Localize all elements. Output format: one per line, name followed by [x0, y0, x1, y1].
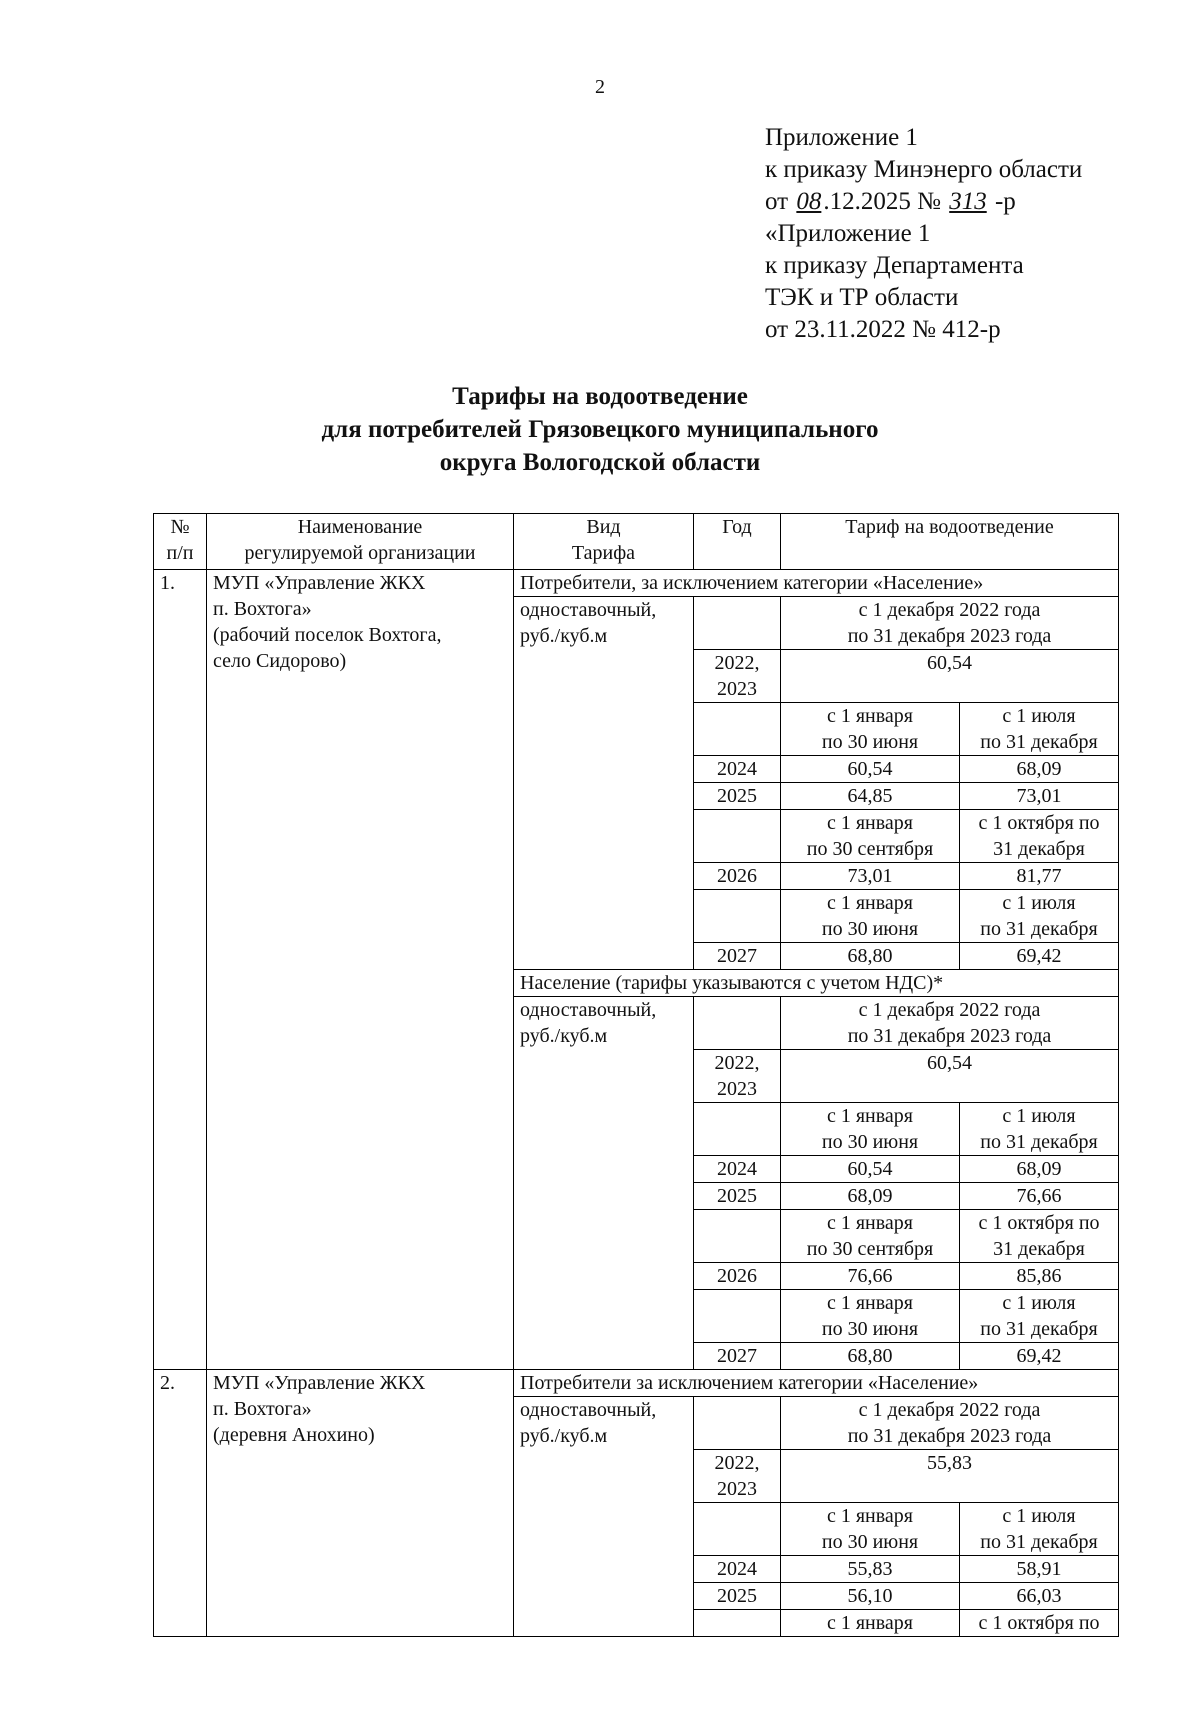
appendix-line: ТЭК и ТР области	[765, 284, 959, 311]
year-cell	[694, 1290, 781, 1343]
category-row	[154, 1370, 1119, 1397]
tariff-second-period-cell: 69,42	[960, 943, 1119, 970]
tariff-second-period-cell: с 1 июля по 31 декабря	[960, 1503, 1119, 1556]
tariff-value-cell: 60,54	[781, 1050, 1119, 1103]
tariff-second-period-cell: с 1 октября по 31 декабря	[960, 810, 1119, 863]
header-year: Год	[694, 514, 781, 570]
tariff-value-cell: 60,54	[781, 650, 1119, 703]
tariff-type: одноставочный, руб./куб.м	[514, 997, 694, 1370]
tariff-first-period-cell: с 1 января по 30 июня	[781, 1103, 960, 1156]
tariff-second-period-cell: с 1 июля по 31 декабря	[960, 1290, 1119, 1343]
appendix-line: Приложение 1	[765, 124, 918, 151]
appendix-line: «Приложение 1	[765, 220, 931, 247]
tariff-first-period-cell: 73,01	[781, 863, 960, 890]
year-cell: 2024	[694, 1156, 781, 1183]
tariff-value-cell: с 1 декабря 2022 года по 31 декабря 2023 года	[781, 1397, 1119, 1450]
tariff-first-period-cell: с 1 января по 30 сентября	[781, 1210, 960, 1263]
page-number: 2	[595, 76, 605, 98]
document-title	[150, 380, 1050, 479]
tariff-first-period-cell: 60,54	[781, 756, 960, 783]
tariff-second-period-cell: 66,03	[960, 1583, 1119, 1610]
tariff-table	[153, 513, 1119, 1637]
header-organization: Наименование регулируемой организации	[207, 514, 514, 570]
tariff-first-period-cell: с 1 января по 30 июня	[781, 890, 960, 943]
year-cell: 2027	[694, 943, 781, 970]
tariff-table-body	[154, 514, 1119, 1637]
tariff-first-period-cell: 60,54	[781, 1156, 960, 1183]
year-cell	[694, 1210, 781, 1263]
year-cell: 2026	[694, 1263, 781, 1290]
order-prefix: от	[765, 188, 795, 215]
handwritten-number: 313	[949, 188, 987, 215]
organization-name: МУП «Управление ЖКХ п. Вохтога» (деревня Анохино)	[207, 1370, 514, 1637]
tariff-second-period-cell: с 1 июля по 31 декабря	[960, 703, 1119, 756]
tariff-value-cell: 55,83	[781, 1450, 1119, 1503]
header-tariff-type: Вид Тарифа	[514, 514, 694, 570]
year-cell: 2025	[694, 783, 781, 810]
year-cell: 2027	[694, 1343, 781, 1370]
year-cell	[694, 1397, 781, 1450]
year-cell: 2022, 2023	[694, 1050, 781, 1103]
tariff-second-period-cell: 69,42	[960, 1343, 1119, 1370]
consumer-category: Потребители, за исключением категории «Население»	[514, 570, 1119, 597]
tariff-second-period-cell: 58,91	[960, 1556, 1119, 1583]
year-cell: 2022, 2023	[694, 1450, 781, 1503]
tariff-first-period-cell: с 1 января	[781, 1610, 960, 1637]
year-cell	[694, 810, 781, 863]
tariff-second-period-cell: 85,86	[960, 1263, 1119, 1290]
tariff-first-period-cell: 56,10	[781, 1583, 960, 1610]
tariff-type: одноставочный, руб./куб.м	[514, 597, 694, 970]
year-cell	[694, 597, 781, 650]
consumer-category: Потребители за исключением категории «Население»	[514, 1370, 1119, 1397]
title-line: для потребителей Грязовецкого муниципального	[321, 416, 879, 443]
header-tariff: Тариф на водоотведение	[781, 514, 1119, 570]
tariff-first-period-cell: 68,09	[781, 1183, 960, 1210]
category-row	[154, 570, 1119, 597]
tariff-first-period-cell: с 1 января по 30 июня	[781, 703, 960, 756]
tariff-second-period-cell: с 1 июля по 31 декабря	[960, 890, 1119, 943]
tariff-second-period-cell: с 1 октября по 31 декабря	[960, 1210, 1119, 1263]
year-cell	[694, 1103, 781, 1156]
organization-name: МУП «Управление ЖКХ п. Вохтога» (рабочий поселок Вохтога, село Сидорово)	[207, 570, 514, 1370]
appendix-order-line	[765, 186, 1082, 218]
tariff-first-period-cell: 68,80	[781, 943, 960, 970]
tariff-second-period-cell: 81,77	[960, 863, 1119, 890]
handwritten-day: 08	[796, 188, 822, 215]
tariff-second-period-cell: 73,01	[960, 783, 1119, 810]
appendix-line: к приказу Минэнерго области	[765, 156, 1083, 183]
year-cell	[694, 703, 781, 756]
tariff-first-period-cell: 64,85	[781, 783, 960, 810]
year-cell	[694, 997, 781, 1050]
entry-number: 2.	[154, 1370, 207, 1637]
year-cell: 2026	[694, 863, 781, 890]
tariff-second-period-cell: с 1 октября по	[960, 1610, 1119, 1637]
year-cell	[694, 1503, 781, 1556]
year-cell	[694, 890, 781, 943]
appendix-line: от 23.11.2022 № 412-р	[765, 316, 1001, 343]
tariff-first-period-cell: 68,80	[781, 1343, 960, 1370]
tariff-first-period-cell: с 1 января по 30 сентября	[781, 810, 960, 863]
year-cell: 2025	[694, 1583, 781, 1610]
year-cell: 2025	[694, 1183, 781, 1210]
header-num: № п/п	[154, 514, 207, 570]
appendix-block	[765, 122, 1082, 346]
tariff-type: одноставочный, руб./куб.м	[514, 1397, 694, 1637]
tariff-second-period-cell: 68,09	[960, 1156, 1119, 1183]
year-cell: 2024	[694, 1556, 781, 1583]
tariff-value-cell: с 1 декабря 2022 года по 31 декабря 2023 года	[781, 997, 1119, 1050]
table-header-row	[154, 514, 1119, 570]
year-cell	[694, 1610, 781, 1637]
title-line: округа Вологодской области	[439, 449, 761, 476]
tariff-first-period-cell: с 1 января по 30 июня	[781, 1290, 960, 1343]
year-cell: 2022, 2023	[694, 650, 781, 703]
tariff-first-period-cell: 76,66	[781, 1263, 960, 1290]
title-line: Тарифы на водоотведение	[452, 383, 748, 410]
year-cell: 2024	[694, 756, 781, 783]
tariff-second-period-cell: 76,66	[960, 1183, 1119, 1210]
entry-number: 1.	[154, 570, 207, 1370]
order-suffix: -р	[988, 188, 1016, 215]
tariff-second-period-cell: с 1 июля по 31 декабря	[960, 1103, 1119, 1156]
tariff-first-period-cell: 55,83	[781, 1556, 960, 1583]
consumer-category: Население (тарифы указываются с учетом НДС)*	[514, 970, 1119, 997]
tariff-first-period-cell: с 1 января по 30 июня	[781, 1503, 960, 1556]
tariff-second-period-cell: 68,09	[960, 756, 1119, 783]
order-middle: .12.2025 №	[823, 188, 948, 215]
tariff-value-cell: с 1 декабря 2022 года по 31 декабря 2023 года	[781, 597, 1119, 650]
appendix-line: к приказу Департамента	[765, 252, 1024, 279]
